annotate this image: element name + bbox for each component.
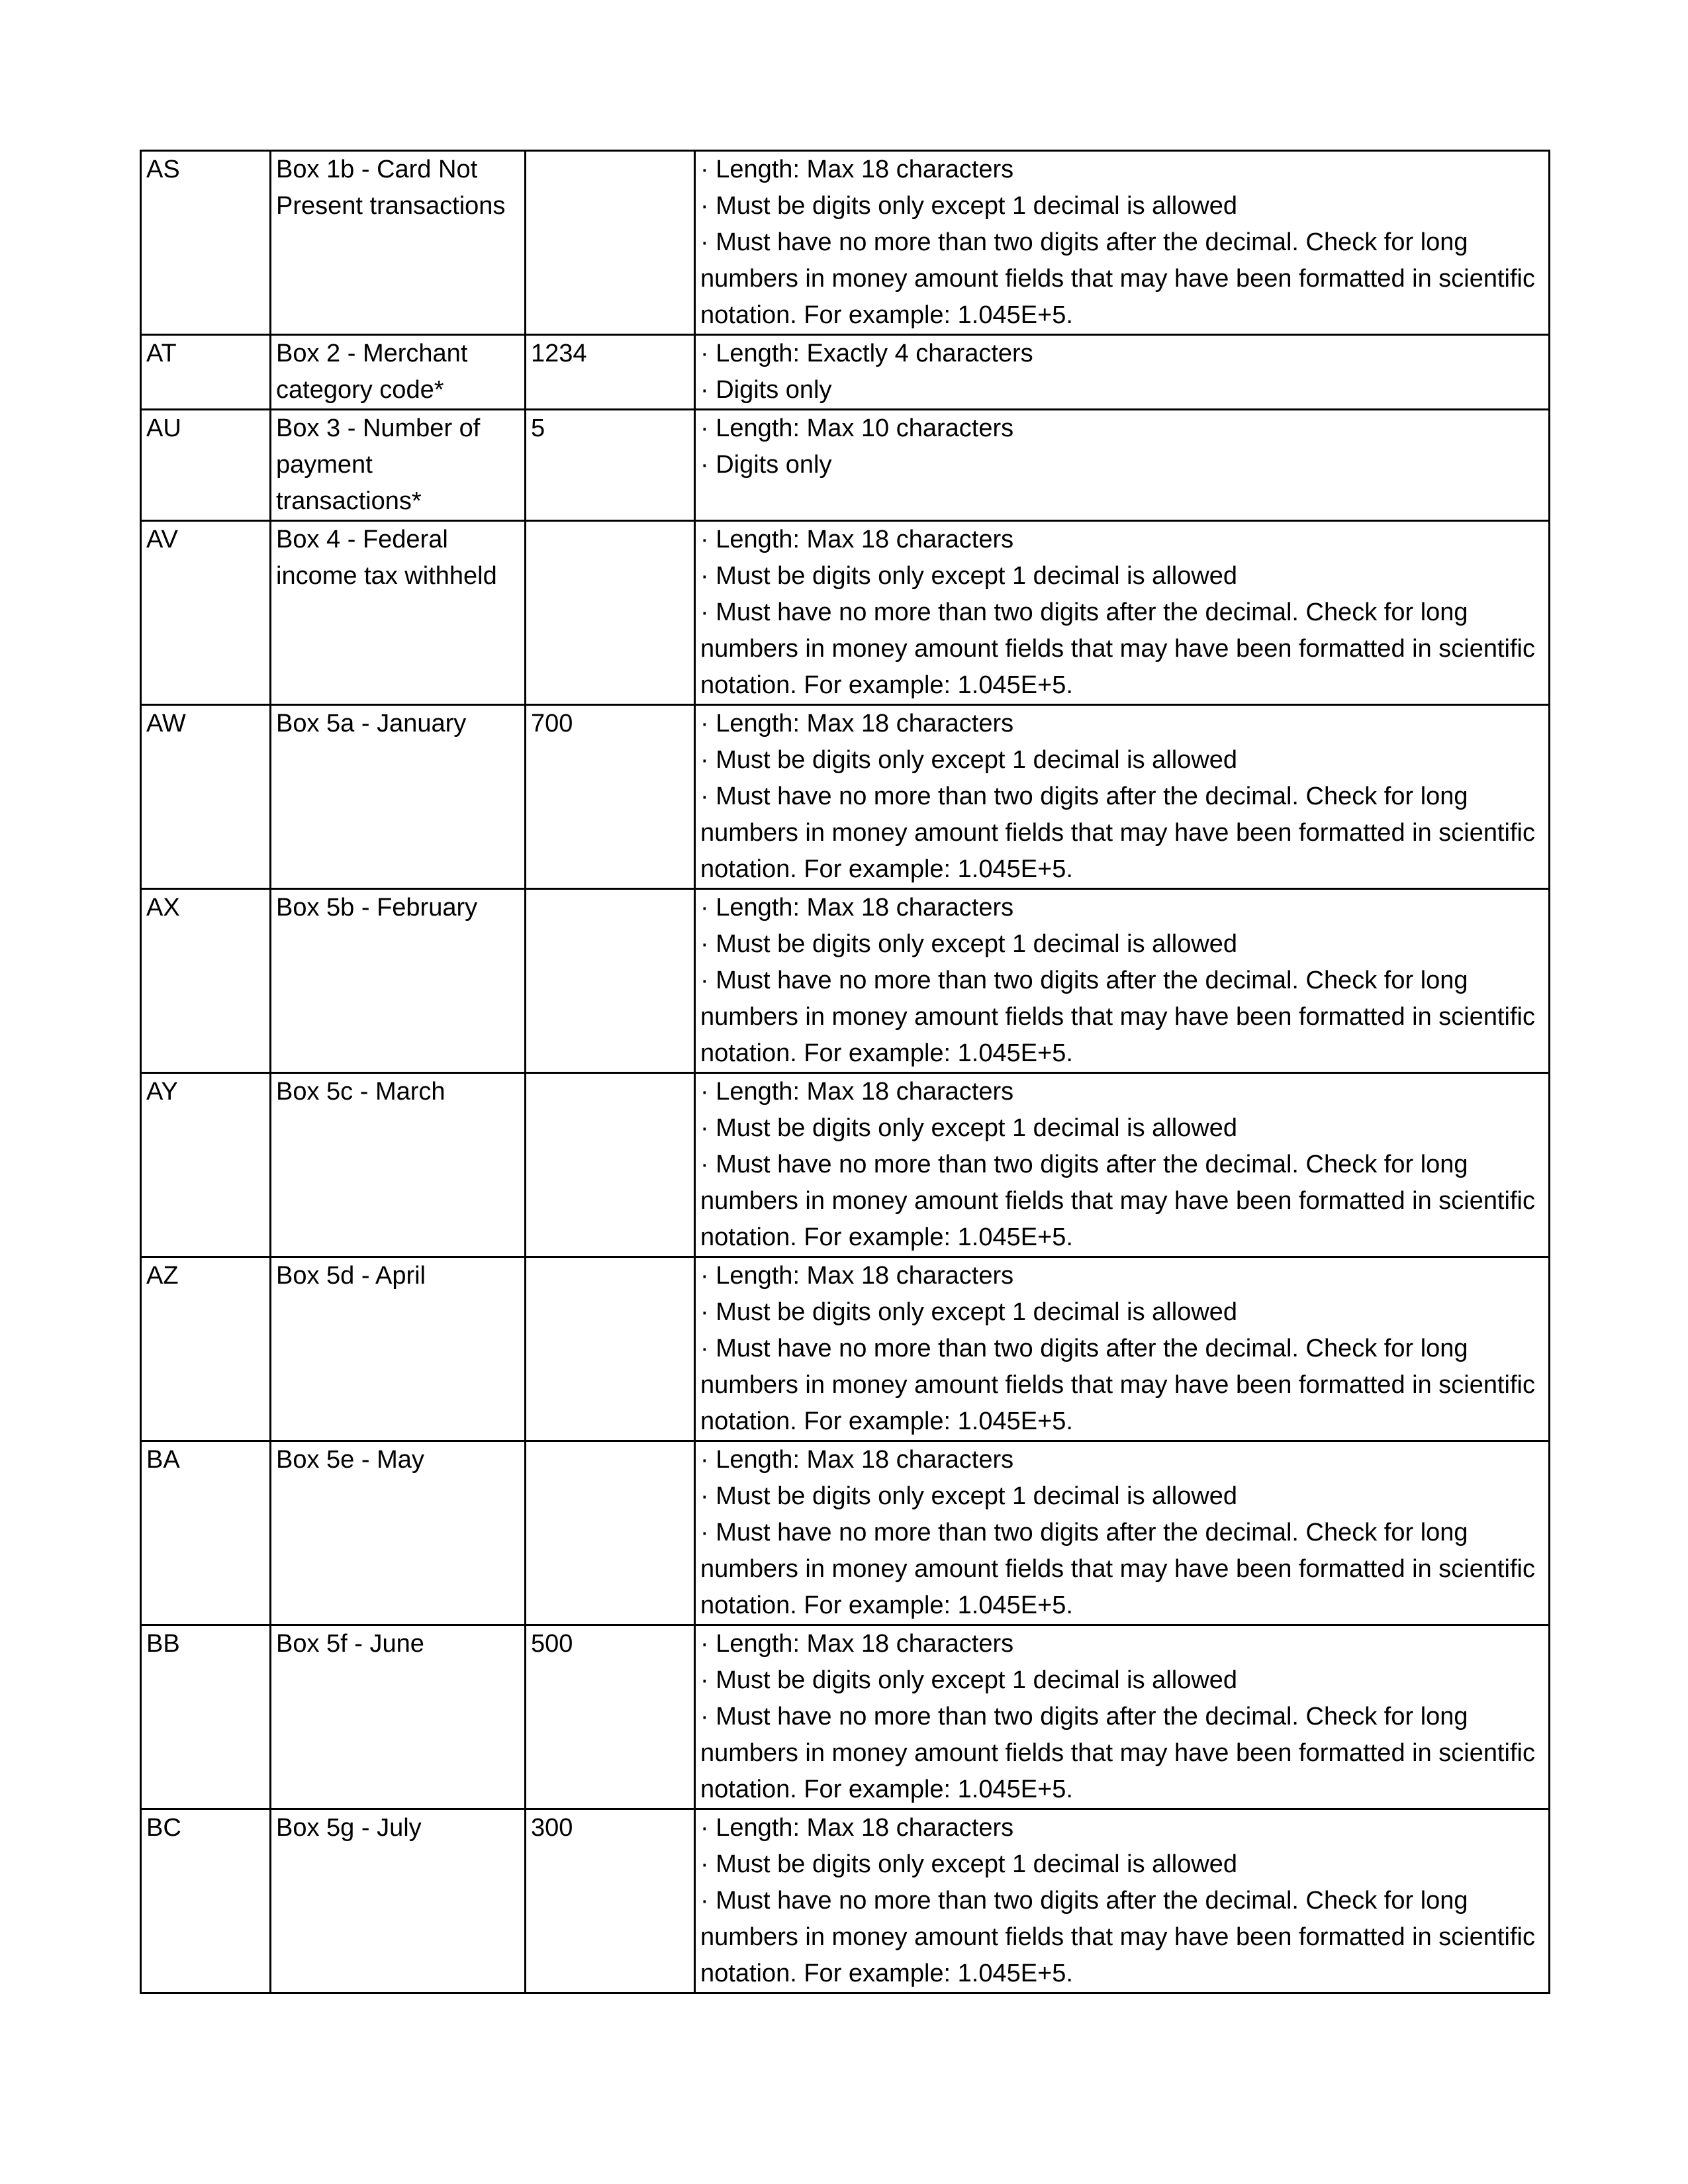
sample-value: 500	[531, 1630, 573, 1658]
column-letter: AZ	[146, 1262, 179, 1290]
column-letter-cell	[141, 410, 271, 521]
sample-value-cell	[526, 151, 695, 335]
validation-rule: · Length: Max 18 characters	[700, 894, 1014, 922]
validation-rule: · Must be digits only except 1 decimal is allowed	[700, 1114, 1238, 1142]
sample-value-cell	[526, 1625, 695, 1809]
table-row	[141, 1809, 1550, 1993]
sample-value-cell	[526, 1257, 695, 1441]
table-row	[141, 1073, 1550, 1257]
field-name-cell	[271, 705, 526, 889]
column-letter-cell	[141, 151, 271, 335]
validation-rule: · Must be digits only except 1 decimal is allowed	[700, 1482, 1238, 1510]
field-name: Box 5b - February	[276, 894, 478, 922]
validation-rule: · Must have no more than two digits after the decimal. Check for long numbers in money amount fields that may have been formatted in scientific notation. For example: 1.045E+5.	[700, 228, 1535, 329]
sample-value-cell	[526, 1441, 695, 1625]
field-name: Box 2 - Merchant category code*	[276, 340, 468, 404]
field-name: Box 5c - March	[276, 1078, 445, 1106]
validation-rules-cell	[695, 705, 1550, 889]
validation-rules-cell	[695, 1625, 1550, 1809]
validation-rule: · Must be digits only except 1 decimal is allowed	[700, 562, 1238, 590]
validation-rules-cell	[695, 410, 1550, 521]
sample-value-cell	[526, 1809, 695, 1993]
validation-rules-cell	[695, 1257, 1550, 1441]
field-spec-table-body	[141, 151, 1550, 1993]
field-name-cell	[271, 1073, 526, 1257]
sample-value: 1234	[531, 340, 587, 367]
validation-rule: · Must have no more than two digits after the decimal. Check for long numbers in money amount fields that may have been formatted in scientific notation. For example: 1.045E+5.	[700, 1703, 1535, 1803]
field-name: Box 5f - June	[276, 1630, 424, 1658]
validation-rule: · Must have no more than two digits after the decimal. Check for long numbers in money amount fields that may have been formatted in scientific notation. For example: 1.045E+5.	[700, 1887, 1535, 1987]
field-name-cell	[271, 521, 526, 705]
column-letter-cell	[141, 1809, 271, 1993]
field-name: Box 1b - Card Not Present transactions	[276, 156, 506, 220]
validation-rule: · Length: Max 18 characters	[700, 156, 1014, 183]
column-letter-cell	[141, 889, 271, 1073]
column-letter-cell	[141, 1073, 271, 1257]
table-row	[141, 335, 1550, 410]
validation-rules-cell	[695, 521, 1550, 705]
sample-value: 700	[531, 710, 573, 737]
validation-rule: · Must have no more than two digits after the decimal. Check for long numbers in money amount fields that may have been formatted in scientific notation. For example: 1.045E+5.	[700, 1151, 1535, 1251]
table-row	[141, 1257, 1550, 1441]
column-letter-cell	[141, 1441, 271, 1625]
column-letter-cell	[141, 521, 271, 705]
validation-rule: · Must be digits only except 1 decimal is allowed	[700, 746, 1238, 774]
column-letter: AT	[146, 340, 177, 367]
field-name: Box 5a - January	[276, 710, 467, 737]
column-letter: AV	[146, 526, 178, 553]
validation-rule: · Length: Max 18 characters	[700, 710, 1014, 737]
column-letter: AU	[146, 414, 181, 442]
table-row	[141, 151, 1550, 335]
field-name: Box 5e - May	[276, 1446, 424, 1474]
table-row	[141, 521, 1550, 705]
column-letter: BC	[146, 1814, 181, 1842]
sample-value-cell	[526, 335, 695, 410]
table-row	[141, 705, 1550, 889]
validation-rule: · Digits only	[700, 451, 832, 479]
table-row	[141, 410, 1550, 521]
validation-rules-cell	[695, 1073, 1550, 1257]
validation-rule: · Must be digits only except 1 decimal is allowed	[700, 192, 1238, 220]
column-letter: BA	[146, 1446, 180, 1474]
validation-rule: · Must have no more than two digits after the decimal. Check for long numbers in money amount fields that may have been formatted in scientific notation. For example: 1.045E+5.	[700, 967, 1535, 1067]
field-name: Box 5g - July	[276, 1814, 422, 1842]
validation-rule: · Must have no more than two digits after the decimal. Check for long numbers in money amount fields that may have been formatted in scientific notation. For example: 1.045E+5.	[700, 783, 1535, 883]
validation-rule: · Length: Max 18 characters	[700, 1814, 1014, 1842]
field-name-cell	[271, 335, 526, 410]
validation-rule: · Length: Max 18 characters	[700, 1262, 1014, 1290]
validation-rule: · Length: Max 18 characters	[700, 1078, 1014, 1106]
field-name-cell	[271, 410, 526, 521]
column-letter: AS	[146, 156, 180, 183]
column-letter-cell	[141, 335, 271, 410]
column-letter: BB	[146, 1630, 180, 1658]
table-row	[141, 1441, 1550, 1625]
table-row	[141, 889, 1550, 1073]
field-name-cell	[271, 151, 526, 335]
validation-rule: · Must be digits only except 1 decimal is allowed	[700, 1850, 1238, 1878]
field-name: Box 4 - Federal income tax withheld	[276, 526, 497, 590]
column-letter-cell	[141, 1257, 271, 1441]
table-row	[141, 1625, 1550, 1809]
validation-rule: · Length: Max 10 characters	[700, 414, 1014, 442]
validation-rule: · Length: Max 18 characters	[700, 1446, 1014, 1474]
field-name-cell	[271, 1625, 526, 1809]
validation-rule: · Length: Max 18 characters	[700, 526, 1014, 553]
validation-rules-cell	[695, 151, 1550, 335]
sample-value-cell	[526, 521, 695, 705]
column-letter: AY	[146, 1078, 178, 1106]
sample-value-cell	[526, 410, 695, 521]
validation-rule: · Must be digits only except 1 decimal is allowed	[700, 930, 1238, 958]
sample-value: 5	[531, 414, 545, 442]
sample-value-cell	[526, 705, 695, 889]
validation-rules-cell	[695, 1441, 1550, 1625]
column-letter: AX	[146, 894, 180, 922]
validation-rules-cell	[695, 335, 1550, 410]
field-name-cell	[271, 1257, 526, 1441]
validation-rule: · Must have no more than two digits after the decimal. Check for long numbers in money amount fields that may have been formatted in scientific notation. For example: 1.045E+5.	[700, 1335, 1535, 1435]
sample-value: 300	[531, 1814, 573, 1842]
field-name: Box 5d - April	[276, 1262, 426, 1290]
validation-rules-cell	[695, 889, 1550, 1073]
validation-rule: · Length: Max 18 characters	[700, 1630, 1014, 1658]
field-name-cell	[271, 1441, 526, 1625]
validation-rule: · Must have no more than two digits after the decimal. Check for long numbers in money amount fields that may have been formatted in scientific notation. For example: 1.045E+5.	[700, 1519, 1535, 1619]
validation-rule: · Must have no more than two digits after the decimal. Check for long numbers in money amount fields that may have been formatted in scientific notation. For example: 1.045E+5.	[700, 598, 1535, 699]
column-letter-cell	[141, 705, 271, 889]
column-letter: AW	[146, 710, 186, 737]
validation-rule: · Length: Exactly 4 characters	[700, 340, 1033, 367]
validation-rules-cell	[695, 1809, 1550, 1993]
field-name-cell	[271, 1809, 526, 1993]
column-letter-cell	[141, 1625, 271, 1809]
field-spec-table	[140, 150, 1550, 1994]
validation-rule: · Must be digits only except 1 decimal is allowed	[700, 1666, 1238, 1694]
field-name: Box 3 - Number of payment transactions*	[276, 414, 481, 515]
validation-rule: · Digits only	[700, 376, 832, 404]
sample-value-cell	[526, 889, 695, 1073]
sample-value-cell	[526, 1073, 695, 1257]
validation-rule: · Must be digits only except 1 decimal is allowed	[700, 1298, 1238, 1326]
field-name-cell	[271, 889, 526, 1073]
